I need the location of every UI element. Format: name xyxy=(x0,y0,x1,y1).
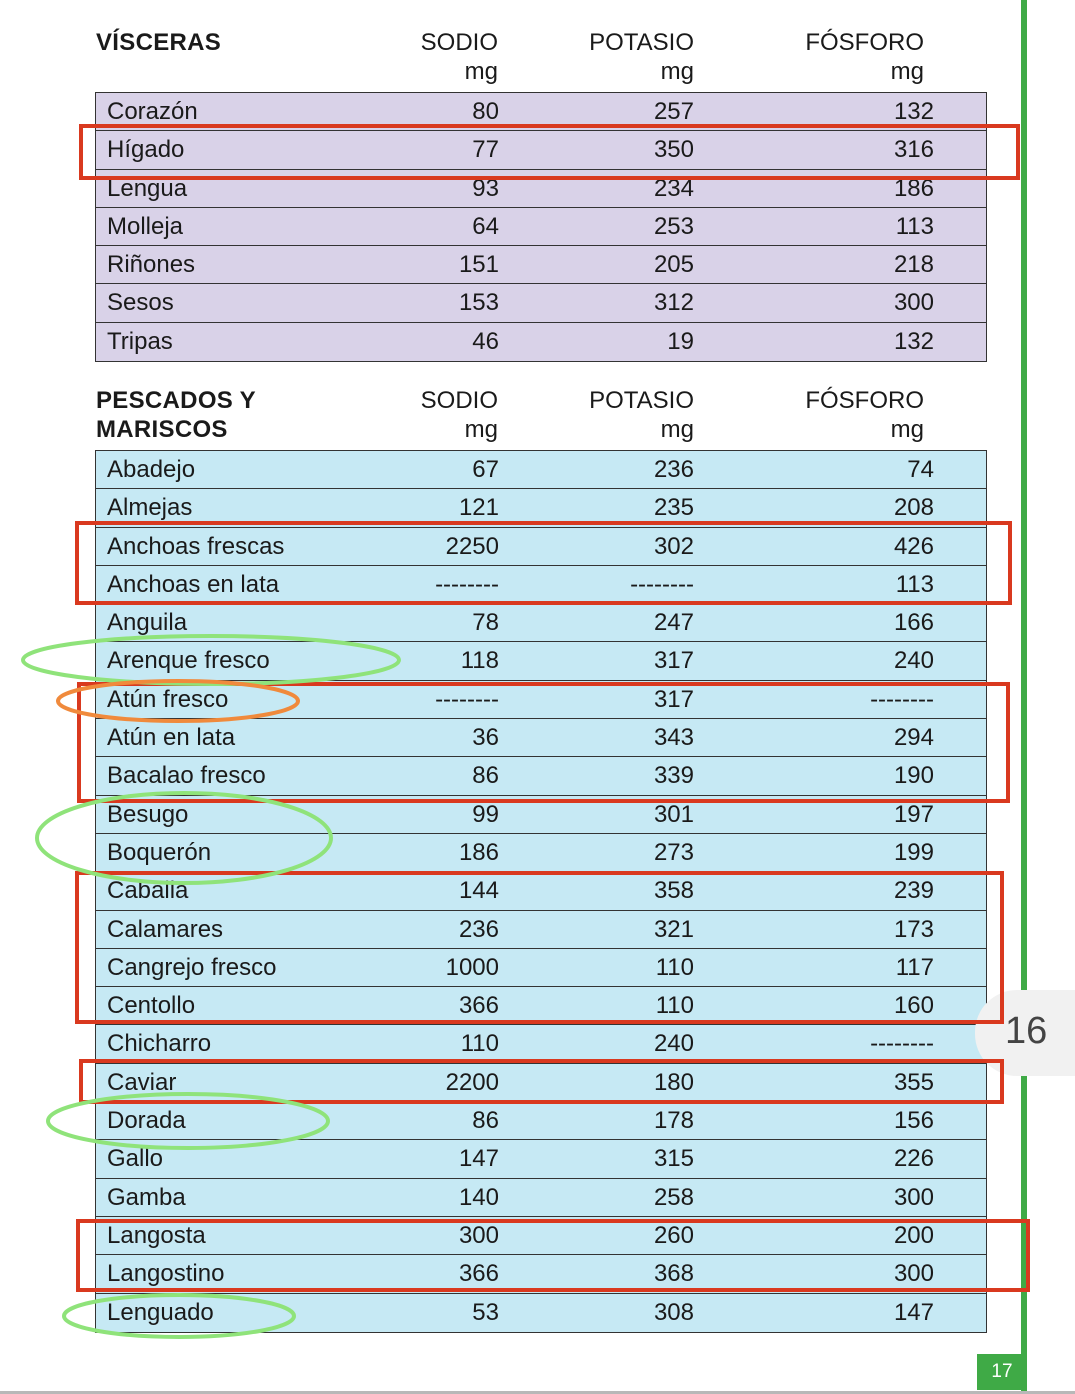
potasio-value: 110 xyxy=(655,953,694,981)
header-sodio: SODIO mg xyxy=(420,387,498,443)
table-row xyxy=(96,1217,986,1255)
sodio-value: 99 xyxy=(472,800,499,828)
food-name: Calamares xyxy=(107,915,224,943)
sodio-value: -------- xyxy=(435,570,499,598)
sodio-value: 78 xyxy=(472,609,499,637)
food-name: Caviar xyxy=(107,1068,177,1096)
table-row xyxy=(96,131,986,169)
fosforo-value: 218 xyxy=(893,251,934,279)
potasio-value: 236 xyxy=(653,456,694,483)
food-name: Abadejo xyxy=(107,456,196,483)
fosforo-value: 197 xyxy=(893,800,934,828)
header-fosforo: FÓSFORO mg xyxy=(805,29,924,85)
potasio-value: -------- xyxy=(630,570,694,598)
food-name: Almejas xyxy=(107,494,193,522)
sodio-value: 2200 xyxy=(445,1068,499,1096)
sodio-value: 80 xyxy=(472,98,499,125)
table-row xyxy=(96,681,986,719)
food-name: Dorada xyxy=(107,1107,186,1135)
potasio-value: 240 xyxy=(653,1030,694,1058)
potasio-value: 315 xyxy=(653,1145,694,1173)
header-potasio: POTASIO mg xyxy=(589,29,694,85)
fosforo-value: 132 xyxy=(893,98,934,125)
fosforo-value: 300 xyxy=(893,1260,934,1288)
table-row xyxy=(96,1064,986,1102)
potasio-value: 180 xyxy=(653,1068,694,1096)
food-name: Langostino xyxy=(107,1260,225,1288)
food-name: Molleja xyxy=(107,212,184,240)
table-row xyxy=(96,1255,986,1293)
food-name: Caballa xyxy=(107,877,189,905)
food-name: Anchoas en lata xyxy=(107,570,280,598)
fosforo-value: 208 xyxy=(893,494,934,522)
page-number: 17 xyxy=(977,1354,1027,1390)
sodio-value: 236 xyxy=(458,915,499,943)
potasio-value: 257 xyxy=(653,98,694,125)
visceras-title: VÍSCERAS xyxy=(96,29,222,56)
fosforo-value: 300 xyxy=(893,1183,934,1211)
page-margin-line xyxy=(1021,0,1027,1394)
table-row xyxy=(96,528,986,566)
table-row xyxy=(96,451,986,489)
fosforo-value: 186 xyxy=(893,174,934,202)
potasio-value: 110 xyxy=(655,992,694,1020)
sodio-value: 147 xyxy=(458,1145,499,1173)
food-name: Boquerón xyxy=(107,838,212,866)
table-row xyxy=(96,604,986,642)
sodio-value: 366 xyxy=(458,1260,499,1288)
sodio-value: 121 xyxy=(458,494,499,522)
sodio-value: 1000 xyxy=(445,953,499,981)
sodio-value: 64 xyxy=(472,212,499,240)
fosforo-value: 426 xyxy=(893,532,934,560)
header-sodio: SODIO mg xyxy=(420,29,498,85)
potasio-value: 343 xyxy=(653,724,694,752)
fosforo-value: 113 xyxy=(895,212,934,240)
sodio-value: 186 xyxy=(458,838,499,866)
sodio-value: 53 xyxy=(472,1298,499,1326)
sodio-value: 144 xyxy=(458,877,499,905)
table-row xyxy=(96,323,986,361)
food-name: Hígado xyxy=(107,136,185,164)
table-row xyxy=(96,796,986,834)
potasio-value: 234 xyxy=(653,174,694,202)
food-name: Sesos xyxy=(107,289,174,317)
food-name: Atún en lata xyxy=(107,724,236,752)
fosforo-value: 156 xyxy=(893,1107,934,1135)
potasio-value: 339 xyxy=(653,762,694,790)
potasio-value: 321 xyxy=(653,915,694,943)
table-row xyxy=(96,987,986,1025)
previous-page-tab: 16 xyxy=(975,990,1075,1076)
table-row xyxy=(96,719,986,757)
food-name: Gallo xyxy=(107,1145,164,1173)
food-name: Riñones xyxy=(107,251,196,279)
food-name: Tripas xyxy=(107,327,173,355)
sodio-value: 86 xyxy=(472,762,499,790)
table-row xyxy=(96,566,986,604)
table-row xyxy=(96,872,986,910)
sodio-value: 86 xyxy=(472,1107,499,1135)
food-name: Lenguado xyxy=(107,1298,214,1326)
fosforo-value: 166 xyxy=(893,609,934,637)
table-row xyxy=(96,489,986,527)
food-name: Bacalao fresco xyxy=(107,762,266,790)
food-name: Cangrejo fresco xyxy=(107,953,277,981)
food-name: Lengua xyxy=(107,174,188,202)
sodio-value: 46 xyxy=(472,327,499,355)
potasio-value: 308 xyxy=(653,1298,694,1326)
fosforo-value: 200 xyxy=(893,1221,934,1249)
potasio-value: 368 xyxy=(653,1260,694,1288)
potasio-value: 312 xyxy=(653,289,694,317)
table-row xyxy=(96,1294,986,1332)
fosforo-value: 74 xyxy=(907,456,934,483)
table-row xyxy=(96,1025,986,1063)
table-row xyxy=(96,642,986,680)
pescados-header xyxy=(96,386,936,446)
fosforo-value: -------- xyxy=(870,1030,934,1058)
fosforo-value: 294 xyxy=(893,724,934,752)
fosforo-value: 300 xyxy=(893,289,934,317)
sodio-value: 110 xyxy=(460,1030,499,1058)
potasio-value: 350 xyxy=(653,136,694,164)
food-name: Gamba xyxy=(107,1183,186,1211)
table-row xyxy=(96,208,986,246)
visceras-table xyxy=(95,92,987,362)
fosforo-value: 199 xyxy=(893,838,934,866)
sodio-value: 77 xyxy=(472,136,499,164)
food-name: Anchoas frescas xyxy=(107,532,285,560)
potasio-value: 235 xyxy=(653,494,694,522)
fosforo-value: 117 xyxy=(895,953,934,981)
sodio-value: 151 xyxy=(458,251,499,279)
potasio-value: 178 xyxy=(653,1107,694,1135)
sodio-value: 67 xyxy=(472,456,499,483)
fosforo-value: 173 xyxy=(893,915,934,943)
table-row xyxy=(96,284,986,322)
fosforo-value: 240 xyxy=(893,647,934,675)
food-name: Anguila xyxy=(107,609,188,637)
potasio-value: 258 xyxy=(653,1183,694,1211)
table-row xyxy=(96,757,986,795)
table-row xyxy=(96,246,986,284)
fosforo-value: 160 xyxy=(893,992,934,1020)
sodio-value: 2250 xyxy=(445,532,499,560)
sodio-value: 118 xyxy=(460,647,499,675)
pescados-table xyxy=(95,450,987,1333)
potasio-value: 302 xyxy=(653,532,694,560)
fosforo-value: 147 xyxy=(893,1298,934,1326)
fosforo-value: 226 xyxy=(893,1145,934,1173)
potasio-value: 205 xyxy=(653,251,694,279)
potasio-value: 19 xyxy=(667,327,694,355)
visceras-header xyxy=(96,28,936,88)
sodio-value: 36 xyxy=(472,724,499,752)
potasio-value: 273 xyxy=(653,838,694,866)
sodio-value: 153 xyxy=(458,289,499,317)
fosforo-value: 113 xyxy=(895,570,934,598)
potasio-value: 301 xyxy=(653,800,694,828)
potasio-value: 358 xyxy=(653,877,694,905)
fosforo-value: 316 xyxy=(893,136,934,164)
fosforo-value: 239 xyxy=(893,877,934,905)
potasio-value: 317 xyxy=(653,685,694,713)
sodio-value: 140 xyxy=(458,1183,499,1211)
header-potasio: POTASIO mg xyxy=(589,387,694,443)
table-row xyxy=(96,911,986,949)
sodio-value: 366 xyxy=(458,992,499,1020)
pescados-title: PESCADOS Y MARISCOS xyxy=(96,387,256,443)
table-row xyxy=(96,1179,986,1217)
fosforo-value: 355 xyxy=(893,1068,934,1096)
fosforo-value: 132 xyxy=(893,327,934,355)
potasio-value: 253 xyxy=(653,212,694,240)
table-row xyxy=(96,170,986,208)
table-row xyxy=(96,1102,986,1140)
potasio-value: 247 xyxy=(653,609,694,637)
food-name: Chicharro xyxy=(107,1030,212,1058)
header-fosforo: FÓSFORO mg xyxy=(805,387,924,443)
potasio-value: 317 xyxy=(653,647,694,675)
food-name: Centollo xyxy=(107,992,196,1020)
table-row xyxy=(96,1140,986,1178)
sodio-value: 300 xyxy=(458,1221,499,1249)
fosforo-value: 190 xyxy=(893,762,934,790)
sodio-value: 93 xyxy=(472,174,499,202)
table-row xyxy=(96,834,986,872)
table-row xyxy=(96,93,986,131)
food-name: Besugo xyxy=(107,800,189,828)
potasio-value: 260 xyxy=(653,1221,694,1249)
food-name: Corazón xyxy=(107,98,198,125)
table-row xyxy=(96,949,986,987)
fosforo-value: -------- xyxy=(870,685,934,713)
food-name: Arenque fresco xyxy=(107,647,270,675)
sodio-value: -------- xyxy=(435,685,499,713)
food-name: Langosta xyxy=(107,1221,206,1249)
food-name: Atún fresco xyxy=(107,685,229,713)
